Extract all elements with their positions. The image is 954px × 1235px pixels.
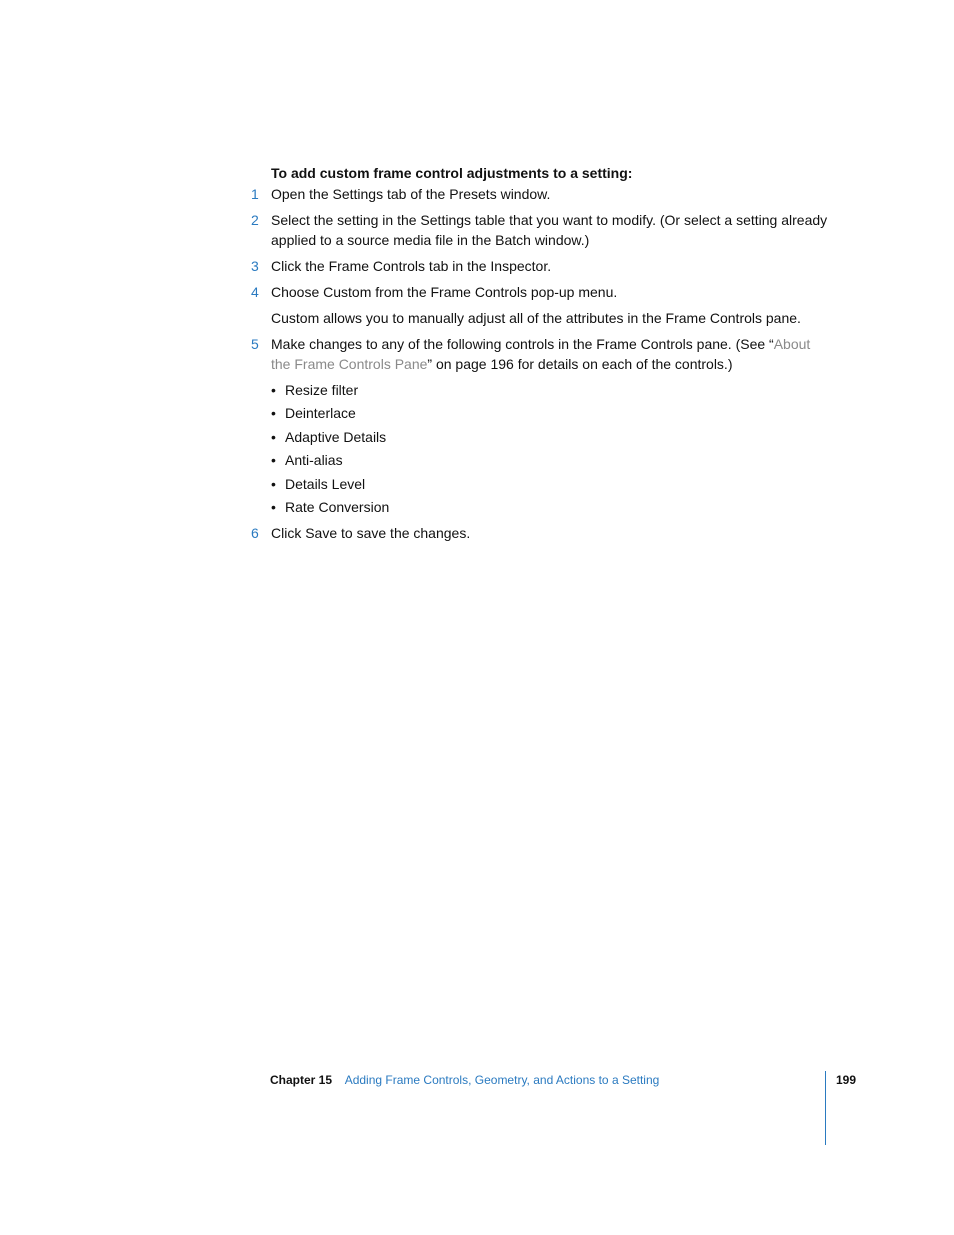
step-6 — [251, 523, 831, 543]
bullet-icon: • — [271, 382, 276, 398]
footer-chapter-label: Chapter 15 — [270, 1073, 333, 1087]
step-text: Select the setting in the Settings table that you want to modify. (Or select a setting already applied to a source media file in the Batch window.) — [271, 212, 828, 248]
list-item-text: Deinterlace — [285, 405, 356, 422]
list-item-text: Adaptive Details — [285, 428, 387, 445]
bullet-icon: • — [271, 405, 276, 422]
step-3 — [251, 256, 831, 276]
step-5-text-after: ” on page 196 for details on each of the controls.) — [427, 356, 733, 372]
step-text: Click the Frame Controls tab in the Inspector. — [271, 258, 552, 274]
step-number: 1 — [251, 186, 259, 202]
step-number: 4 — [251, 284, 259, 300]
footer-divider — [825, 1071, 826, 1145]
step-4 — [251, 282, 831, 302]
list-item — [271, 403, 831, 423]
step-number: 6 — [251, 524, 259, 541]
step-text: Click Save to save the changes. — [271, 524, 471, 541]
list-item-text: Details Level — [285, 475, 366, 492]
step-4-note: Custom allows you to manually adjust all of the attributes in the Frame Controls pane. — [271, 310, 801, 326]
step-5-text-before: Make changes to any of the following controls in the Frame Controls pane. (See “ — [271, 336, 774, 352]
step-number: 2 — [251, 212, 259, 228]
page-number: 199 — [836, 1073, 857, 1087]
list-item — [271, 474, 831, 494]
bullet-icon: • — [271, 498, 276, 515]
list-item-text: Anti-alias — [285, 452, 343, 469]
step-number: 3 — [251, 258, 259, 274]
step-number: 5 — [251, 336, 259, 352]
controls-list — [271, 380, 831, 517]
step-1 — [251, 184, 831, 204]
step-text: Open the Settings tab of the Presets window. — [271, 186, 551, 202]
bullet-icon: • — [271, 428, 276, 445]
step-text: Choose Custom from the Frame Controls pop-up menu. — [271, 284, 618, 300]
list-item — [271, 497, 831, 517]
procedure-section — [251, 163, 831, 549]
bullet-icon: • — [271, 475, 276, 492]
list-item-text: Resize filter — [285, 382, 359, 398]
list-item — [271, 380, 831, 400]
list-item — [271, 427, 831, 447]
list-item-text: Rate Conversion — [285, 498, 390, 515]
step-5 — [251, 334, 831, 374]
step-2 — [251, 210, 831, 250]
procedure-heading: To add custom frame control adjustments to a setting: — [271, 165, 633, 181]
page-footer — [270, 1071, 659, 1089]
cross-reference-link[interactable]: About the Frame Controls Pane — [271, 336, 811, 372]
list-item — [271, 450, 831, 470]
bullet-icon: • — [271, 452, 276, 469]
step-text — [271, 334, 831, 374]
footer-chapter-title: Adding Frame Controls, Geometry, and Actions to a Setting — [344, 1073, 660, 1087]
